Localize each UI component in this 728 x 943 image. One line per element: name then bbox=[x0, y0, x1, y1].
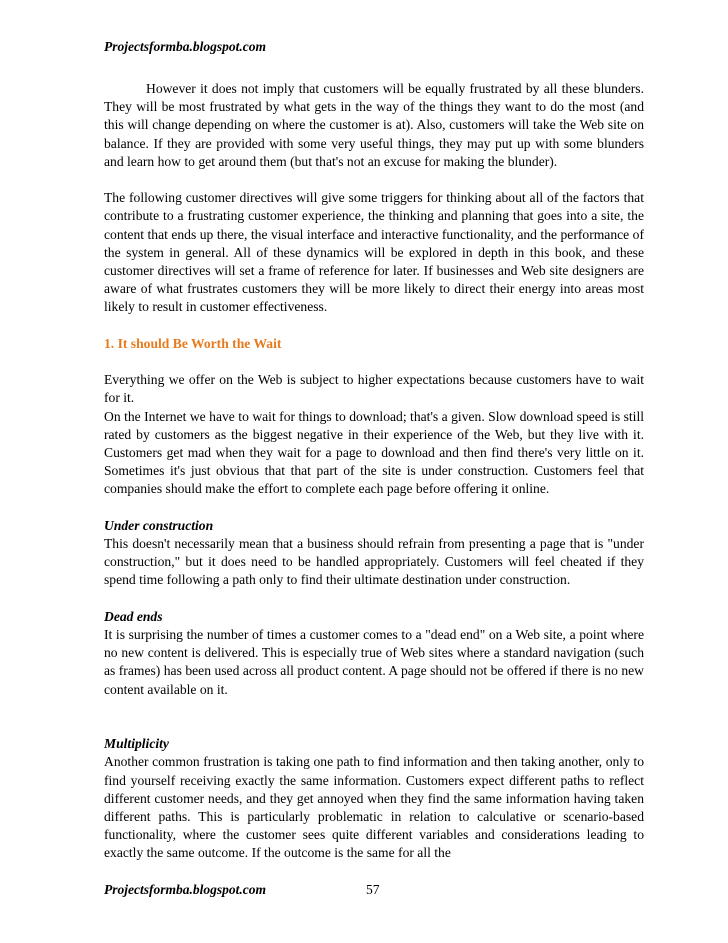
header-site-name: Projectsformba.blogspot.com bbox=[104, 39, 266, 54]
paragraph-under-construction: This doesn't necessarily mean that a business should refrain from presenting a page that is "under construction," but it does need to be handled appropriately. Customers will feel cheated if they spend time following a path only to find their ultimate destination under construction. bbox=[104, 536, 644, 588]
paragraph-dead-ends: It is surprising the number of times a customer comes to a "dead end" on a Web site, a point where no new content is delivered. This is especially true of Web sites where a standard navigation (such as frames) has been used across all product content. A page should not be offered if there is no new content available on it. bbox=[104, 627, 644, 697]
paragraph-higher-expectations: Everything we offer on the Web is subject to higher expectations because customers have to wait for it. bbox=[104, 372, 644, 406]
footer-site-name: Projectsformba.blogspot.com bbox=[104, 882, 266, 897]
paragraph-multiplicity: Another common frustration is taking one path to find information and then taking another, only to find yourself receiving exactly the same information. Customers expect different paths to reflect different customer needs, and they get annoyed when they find the same information having taken different paths. This is particularly problematic in relation to calculative or scenario-based functionality, where the customer sees quite different variables and considerations leading to exactly the same outcome. If the outcome is the same for all the bbox=[104, 754, 644, 861]
paragraph-blunders: However it does not imply that customers will be equally frustrated by all these blunders. They will be most frustrated by what gets in the way of the things they want to do the most (and this will change depending on where the customer is at). Also, customers will take the Web site on balance. If they are provided with some very useful things, they may put up with some blunders and learn how to get around them (but that's not an excuse for making the blunder). bbox=[104, 81, 644, 169]
spacer bbox=[104, 717, 644, 735]
section-heading-worth-the-wait: 1. It should Be Worth the Wait bbox=[104, 335, 282, 351]
subheading-dead-ends: Dead ends bbox=[104, 608, 163, 624]
subheading-under-construction: Under construction bbox=[104, 517, 214, 533]
paragraph-customer-directives: The following customer directives will give some triggers for thinking about all of the factors that contribute to a frustrating customer experience, the thinking and planning that goes into a site, the content that ends up there, the visual interface and interactive functionality, and the performance of the system in general. All of these dynamics will be explored in depth in this book, and these customer directives will set a frame of reference for later. If businesses and Web site designers are aware of what frustrates customers they will be more likely to direct their energy into areas most likely to result in customer effectiveness. bbox=[104, 190, 644, 315]
subheading-multiplicity: Multiplicity bbox=[104, 736, 169, 752]
document-body bbox=[104, 80, 644, 863]
page-number: 57 bbox=[366, 882, 380, 897]
paragraph-download-wait: On the Internet we have to wait for things to download; that's a given. Slow download speed is still rated by customers as the biggest negative in their experience of the Web, but they live with it. Customers get mad when they wait for a page to download and then find there's very little on it. Sometimes it's just obvious that that part of the site is under construction. Customers feel that companies should make the effort to complete each page before offering it online. bbox=[104, 408, 644, 497]
